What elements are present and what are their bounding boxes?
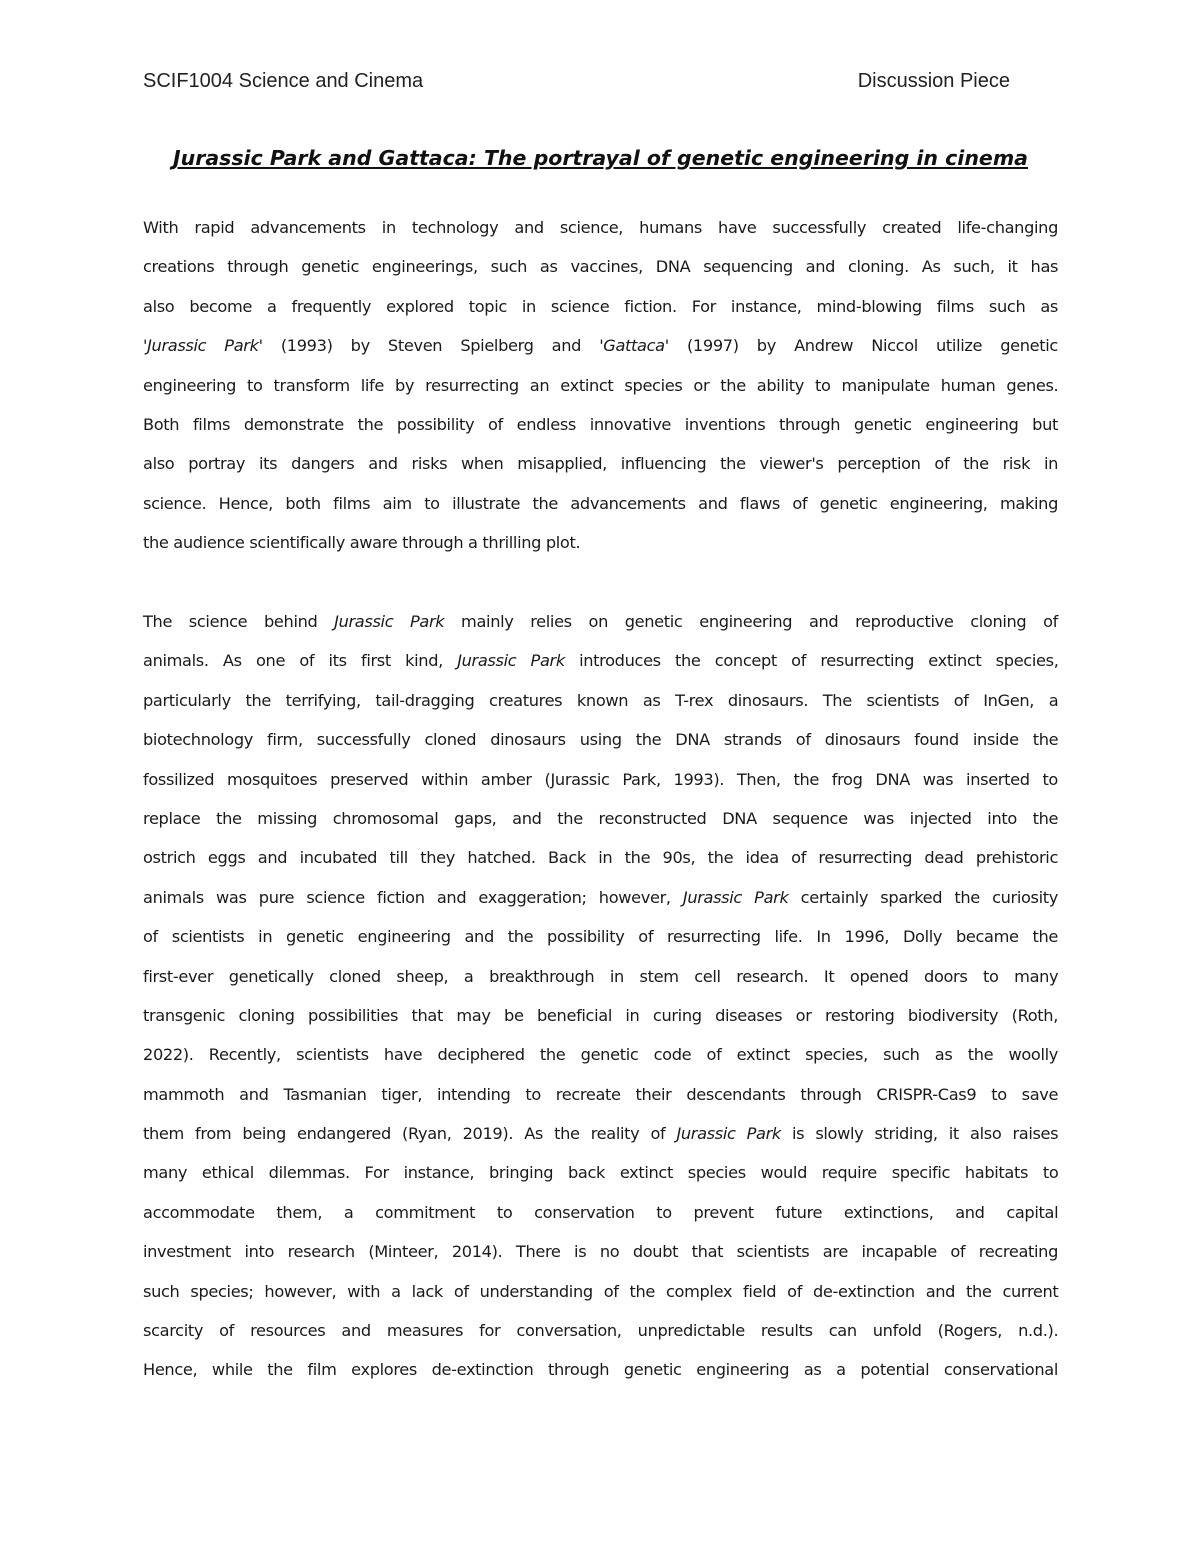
document-type-label: Discussion Piece xyxy=(857,70,1010,92)
text-segment: creations through genetic engineerings, such as vaccines, DNA sequencing and cloning. As such, it has xyxy=(143,257,1059,277)
text-line xyxy=(143,641,1058,680)
text-segment: introduces the concept of resurrecting extinct species, xyxy=(564,651,1059,671)
text-line xyxy=(143,1232,1058,1271)
text-segment: first-ever genetically cloned sheep, a breakthrough in stem cell research. It opened doors to many xyxy=(143,966,1059,986)
italic-film-title: Jurassic Park xyxy=(457,651,565,671)
text-line xyxy=(143,878,1058,917)
text-segment: also become a frequently explored topic in science fiction. For instance, mind-blowing films such as xyxy=(143,296,1058,316)
text-segment: of scientists in genetic engineering and the possibility of resurrecting life. In 1996, Dolly became the xyxy=(143,927,1058,947)
text-segment: fossilized mosquitoes preserved within amber (Jurassic Park, 1993). Then, the frog DNA was inserted to xyxy=(143,769,1058,789)
text-line xyxy=(143,208,1058,247)
text-line xyxy=(143,917,1058,956)
italic-film-title: Jurassic Park xyxy=(676,1124,781,1144)
text-segment: such species; however, with a lack of understanding of the complex field of de-extinction and the current xyxy=(143,1281,1059,1301)
text-segment: ' xyxy=(143,336,148,356)
text-segment: transgenic cloning possibilities that may be beneficial in curing diseases or restoring biodiversity (Roth, xyxy=(143,1005,1058,1025)
text-line xyxy=(143,1153,1058,1192)
text-segment: the audience scientifically aware through a thrilling plot. xyxy=(143,533,581,553)
text-segment: them from being endangered (Ryan, 2019). As the reality of xyxy=(143,1124,677,1144)
text-segment: scarcity of resources and measures for conversation, unpredictable results can unfold (Rogers, n.d.). xyxy=(143,1321,1059,1341)
text-line xyxy=(143,1035,1058,1074)
text-line xyxy=(143,1193,1058,1232)
text-line xyxy=(143,760,1058,799)
text-line xyxy=(143,1350,1058,1389)
text-line xyxy=(143,957,1058,996)
text-line xyxy=(143,720,1058,759)
text-segment: biotechnology firm, successfully cloned dinosaurs using the DNA strands of dinosaurs found inside the xyxy=(143,730,1059,750)
text-line xyxy=(143,484,1058,523)
text-line xyxy=(143,1075,1058,1114)
text-segment: 2022). Recently, scientists have deciphered the genetic code of extinct species, such as the woolly xyxy=(143,1045,1058,1065)
text-line xyxy=(143,838,1058,877)
text-segment: replace the missing chromosomal gaps, and the reconstructed DNA sequence was injected into the xyxy=(143,808,1059,828)
italic-film-title: Jurassic Park xyxy=(682,887,789,907)
text-line xyxy=(143,681,1058,720)
text-line xyxy=(143,405,1058,444)
text-segment: ostrich eggs and incubated till they hatched. Back in the 90s, the idea of resurrecting dead prehistoric xyxy=(143,848,1058,868)
text-segment: The science behind xyxy=(143,612,335,631)
page-header xyxy=(143,70,1010,100)
text-segment: accommodate them, a commitment to conservation to prevent future extinctions, and capital xyxy=(143,1202,1059,1222)
course-title: SCIF1004 Science and Cinema xyxy=(143,70,424,92)
text-line xyxy=(143,1114,1058,1153)
italic-film-title: Gattaca xyxy=(603,336,665,356)
text-segment: also portray its dangers and risks when misapplied, influencing the viewer's perception of the risk in xyxy=(143,454,1059,474)
text-line xyxy=(143,366,1058,405)
italic-film-title: Jurassic Park xyxy=(147,336,259,356)
paragraph xyxy=(143,208,1058,563)
text-line xyxy=(143,326,1058,365)
text-segment: engineering to transform life by resurrecting an extinct species or the ability to manipulate human genes. xyxy=(143,375,1059,395)
text-segment: animals. As one of its first kind, xyxy=(143,651,458,671)
text-segment: certainly sparked the curiosity xyxy=(788,887,1058,907)
text-segment: Both films demonstrate the possibility of endless innovative inventions through genetic engineering but xyxy=(143,414,1058,434)
text-segment: Hence, while the film explores de-extinction through genetic engineering as a potential conservational xyxy=(143,1360,1058,1380)
paragraph xyxy=(143,602,1058,1390)
text-line xyxy=(143,247,1058,286)
text-line xyxy=(143,1311,1058,1350)
text-segment: investment into research (Minteer, 2014). There is no doubt that scientists are incapable of recreating xyxy=(143,1242,1058,1262)
text-segment: animals was pure science fiction and exaggeration; however, xyxy=(143,887,683,907)
text-line xyxy=(143,996,1058,1035)
text-segment: ' (1993) by Steven Spielberg and ' xyxy=(258,336,604,356)
text-segment: science. Hence, both films aim to illustrate the advancements and flaws of genetic engineering, making xyxy=(143,493,1058,513)
text-line xyxy=(143,602,1058,641)
text-line xyxy=(143,523,1058,562)
text-line xyxy=(143,444,1058,483)
text-segment: mainly relies on genetic engineering and reproductive cloning of xyxy=(444,612,1058,631)
essay-title: Jurassic Park and Gattaca: The portrayal of genetic engineering in cinema xyxy=(172,146,1029,170)
text-segment: ' (1997) by Andrew Niccol utilize genetic xyxy=(664,336,1058,356)
text-segment: many ethical dilemmas. For instance, bringing back extinct species would require specific habitats to xyxy=(143,1163,1059,1183)
text-segment: mammoth and Tasmanian tiger, intending to recreate their descendants through CRISPR-Cas9 to save xyxy=(143,1084,1059,1104)
italic-film-title: Jurassic Park xyxy=(334,612,445,631)
text-segment: particularly the terrifying, tail-dragging creatures known as T-rex dinosaurs. The scientists of InGen, a xyxy=(143,690,1059,710)
text-line xyxy=(143,799,1058,838)
text-line xyxy=(143,1272,1058,1311)
text-segment: is slowly striding, it also raises xyxy=(780,1124,1059,1144)
text-segment: With rapid advancements in technology and science, humans have successfully created life-changing xyxy=(143,218,1058,237)
text-line xyxy=(143,287,1058,326)
